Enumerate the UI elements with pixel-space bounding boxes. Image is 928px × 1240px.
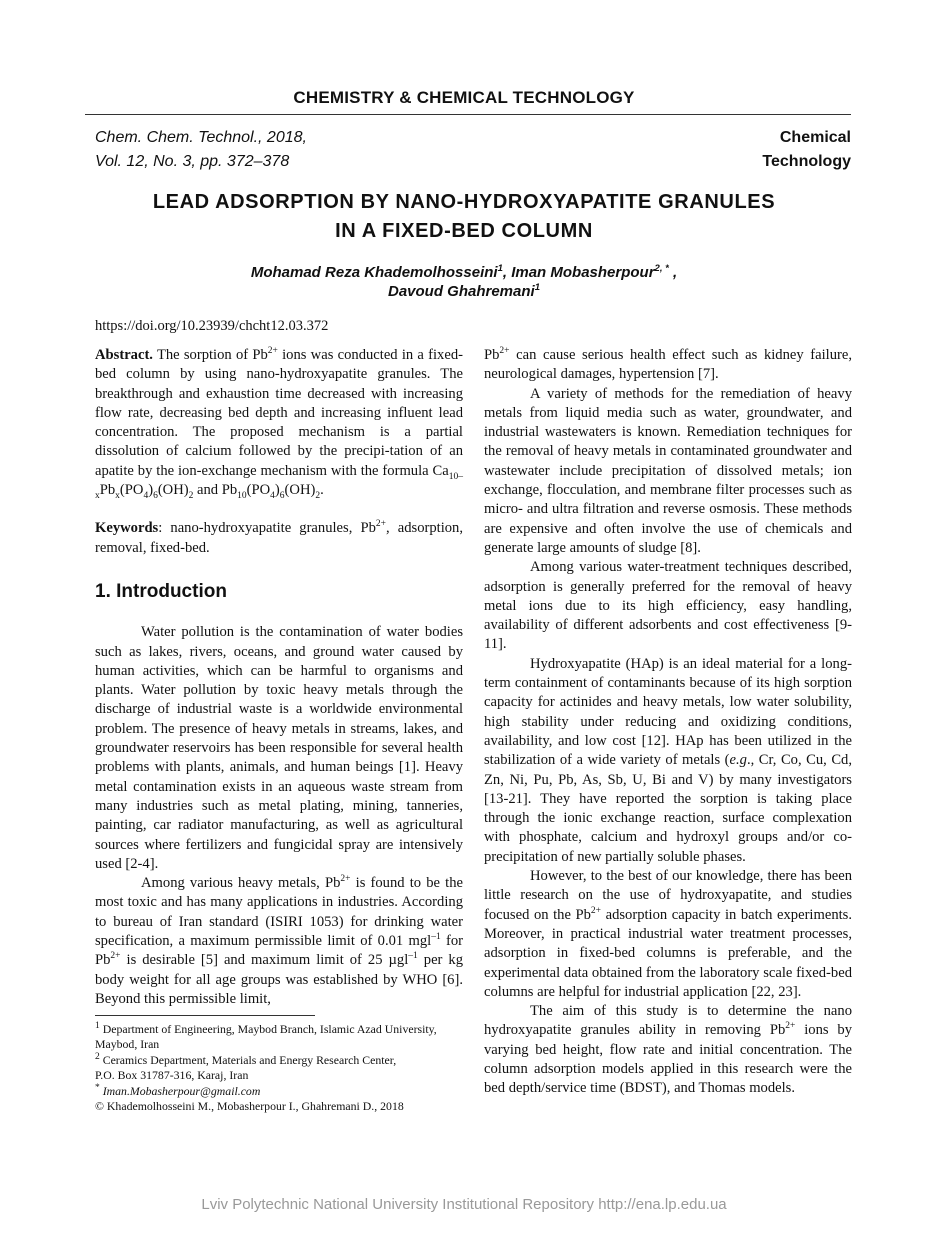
footnote-rule xyxy=(95,1015,315,1016)
section-line: Technology xyxy=(762,153,851,170)
text-run: (PO xyxy=(246,482,271,499)
right-column xyxy=(484,346,852,1099)
text-run: ., Cr, Co, Cu, Cd, Zn, Ni, Pu, Pb, As, Sb, U, Bi and V) by many investigators [13-21]. They have reported the sorption is taking place through the ionic exchange reaction, surface complexation with phosphate, calcium and hydroxyl groups and/or co-precipitation of new partially soluble phases. xyxy=(484,752,852,865)
superscript: 2+ xyxy=(340,874,351,885)
paragraph xyxy=(484,346,852,385)
subscript: 10–x xyxy=(95,471,463,501)
section-label xyxy=(762,126,851,174)
text-run: (PO xyxy=(119,482,144,499)
text-run: Pb xyxy=(99,482,116,499)
authors-line xyxy=(0,282,928,301)
text-run: The aim of this study is to determine the nano hydroxyapatite granules ability in removing Pb xyxy=(484,1003,852,1039)
doi-link[interactable]: https://doi.org/10.23939/chcht12.03.372 xyxy=(95,318,329,334)
paper-title xyxy=(0,188,928,246)
subscript: 4 xyxy=(143,490,149,501)
journal-header: CHEMISTRY & CHEMICAL TECHNOLOGY xyxy=(293,88,635,107)
paragraph xyxy=(484,867,852,1002)
text-run: (OH) xyxy=(157,482,189,499)
citation xyxy=(95,126,307,174)
text-run: adsorption capacity in batch experiments. Moreover, in practical industrial water treatment processes, adsorption in fixed-bed columns is preferable, and the experimental data obtained from the laboratory scale fixed-bed columns are helpful for industrial application [22, 23]. xyxy=(484,906,852,1000)
paragraph xyxy=(484,655,852,867)
authors xyxy=(0,263,928,301)
text-run: ions was conducted in a fixed-bed column by using nano-hydroxyapatite granules. The breakthrough and exhaustion time decreased with increasing flow rate, decreasing bed depth and increasing influent lead concentration. The proposed mechanism is a partial dissolution of calcium followed by the precipi-tation of an apatite by the ion-exchange mechanism with the formula Ca xyxy=(95,347,463,479)
superscript: * xyxy=(95,1082,100,1093)
text-run: Davoud Ghahremani xyxy=(388,283,535,300)
text-run: Pb xyxy=(484,347,500,363)
text-run: . xyxy=(320,482,324,499)
superscript: 2+ xyxy=(375,519,386,530)
subscript: 6 xyxy=(153,490,158,501)
subscript: 6 xyxy=(279,490,285,501)
superscript: 1 xyxy=(95,1021,100,1032)
text-run: P.O. Box 31787-316, Karaj, Iran xyxy=(95,1068,249,1083)
header-rule xyxy=(85,114,851,115)
keywords xyxy=(95,519,463,558)
footnote xyxy=(95,1068,465,1083)
italic-text: e.g xyxy=(729,752,747,769)
footnote xyxy=(95,1022,465,1053)
text-run: ) xyxy=(148,482,154,499)
text-run: : nano-hydroxyapatite granules, Pb xyxy=(158,520,376,537)
superscript: –1 xyxy=(408,951,418,962)
section-line: Chemical xyxy=(779,129,851,146)
text-run: However, to the best of our knowledge, there has been little research on the use of hydroxyapatite, and studies focused on the Pb xyxy=(484,868,852,923)
text-run: is found to be the most toxic and has many applications in industries. According to bureau of Iran standard (ISIRI 1053) for drinking water specification, a maximum permissible limit of 0.01 mgl xyxy=(95,875,463,950)
text-run: can cause serious health effect such as kidney failure, neurological damages, hypertension [7]. xyxy=(484,347,852,383)
footnote xyxy=(95,1084,465,1099)
superscript: 1 xyxy=(534,282,540,293)
paragraph xyxy=(95,874,463,1009)
text-run: Hydroxyapatite (HAp) is an ideal material for a long-term containment of contaminants because of its high sorption capacity for actinides and heavy metals, low water solubility, high stability under reducing and oxidizing conditions, availability, and low cost [12]. HAp has been utilized in the stabilization of a wide variety of metals ( xyxy=(484,655,852,769)
footnote xyxy=(95,1099,465,1114)
bold-label: Abstract. xyxy=(95,347,153,363)
repository-footer: Lviv Polytechnic National University Institutional Repository http://ena.lp.edu.ua xyxy=(201,1196,727,1213)
authors-line xyxy=(0,263,928,282)
citation-line: Chem. Chem. Technol., 2018, xyxy=(95,129,307,146)
text-run: ions by varying bed height, flow rate and initial concentration. The column adsorption models applied in this research were the bed depth/service time (BDST), and Thomas models. xyxy=(484,1022,852,1097)
text-run: , xyxy=(668,264,678,281)
superscript: –1 xyxy=(431,932,441,943)
paragraph xyxy=(95,623,463,874)
text-run: ) xyxy=(274,482,280,499)
superscript: 2+ xyxy=(785,1021,796,1032)
text-run: © Khademolhosseini M., Mobasherpour I., Ghahremani D., 2018 xyxy=(95,1099,404,1114)
left-column xyxy=(95,346,463,1009)
text-run: The sorption of Pb xyxy=(152,347,268,363)
text-run: is desirable [5] and maximum limit of 25 µgl xyxy=(120,952,409,969)
superscript: 2+ xyxy=(110,951,121,962)
text-run: , Iman Mobasherpour xyxy=(502,264,655,281)
text-run: per kg body weight for all age groups was established by WHO [6]. Beyond this permissible limit, xyxy=(95,952,464,1007)
superscript: 2 xyxy=(95,1051,100,1062)
text-run: Among various water-treatment techniques described, adsorption is generally preferred for the removal of heavy metal ions due to its high efficiency, easy handling, availability of different adsorbents and cost effectiveness [9-11]. xyxy=(484,559,852,653)
text-run: A variety of methods for the remediation of heavy metals from liquid media such as water, groundwater, and industrial wastewaters is known. Remediation techniques for the removal of heavy metals in contaminated groundwater and wastewater include precipitation of dissolved metals; ion exchange, flocculation, and membrane filter processes such as micro- and ultra filtration and reverse osmosis. These methods are expensive and often involve the use of chemicals and generate large amounts of sludge [8]. xyxy=(484,385,852,556)
paragraph xyxy=(484,558,852,654)
superscript: 2, * xyxy=(654,263,669,274)
footnotes xyxy=(95,1022,465,1114)
text-run: Mohamad Reza Khademolhosseini xyxy=(250,264,498,281)
citation-line: Vol. 12, No. 3, pp. 372–378 xyxy=(95,153,290,170)
text-run: Ceramics Department, Materials and Energy Research Center, xyxy=(99,1052,397,1067)
italic-text[interactable]: Iman.Mobasherpour@gmail.com xyxy=(102,1083,261,1098)
section-heading: 1. Introduction xyxy=(95,580,227,602)
bold-label: Keywords xyxy=(95,520,159,537)
text-run: for Pb xyxy=(95,933,463,969)
subscript: 4 xyxy=(270,490,275,501)
paragraph xyxy=(484,385,852,559)
text-run: and Pb xyxy=(193,482,238,499)
title-line: LEAD ADSORPTION BY NANO-HYDROXYAPATITE GRANULES xyxy=(152,191,776,213)
right-paragraphs xyxy=(484,346,852,1099)
text-run: (OH) xyxy=(284,482,316,499)
subscript: 2 xyxy=(188,490,194,501)
superscript: 2+ xyxy=(267,346,278,357)
subscript: 10 xyxy=(237,490,247,501)
superscript: 2+ xyxy=(590,905,602,916)
subscript: x xyxy=(115,490,120,501)
footnote xyxy=(95,1053,465,1068)
title-line: IN A FIXED-BED COLUMN xyxy=(335,220,593,242)
abstract xyxy=(95,346,463,500)
left-paragraphs xyxy=(95,623,463,1009)
text-run: Among various heavy metals, Pb xyxy=(141,875,341,892)
text-run: Department of Engineering, Maybod Branch, Islamic Azad University, Maybod, Iran xyxy=(95,1022,437,1052)
superscript: 2+ xyxy=(499,346,510,357)
text-run: Water pollution is the contamination of water bodies such as lakes, rivers, oceans, and ground water caused by human activities, which can be harmful to organisms and plants. Water pollution by toxic heavy metals through the discharge of industrial waste is a worldwide environmental problem. The presence of heavy metals in streams, lakes, and groundwater reservoirs has been responsible for several health problems with plants, animals, and human beings [1]. Heavy metal contamination exists in an aqueous waste stream from many industries such as metal plating, mining, tanneries, painting, car radiator manufacturing, as well as agricultural sources where fertilizers and fungicidal spray are intensively used [2-4]. xyxy=(95,624,463,872)
superscript: 1 xyxy=(497,263,503,274)
paragraph xyxy=(484,1002,852,1098)
text-run: , adsorption, removal, fixed-bed. xyxy=(95,520,463,556)
subscript: 2 xyxy=(315,490,321,501)
